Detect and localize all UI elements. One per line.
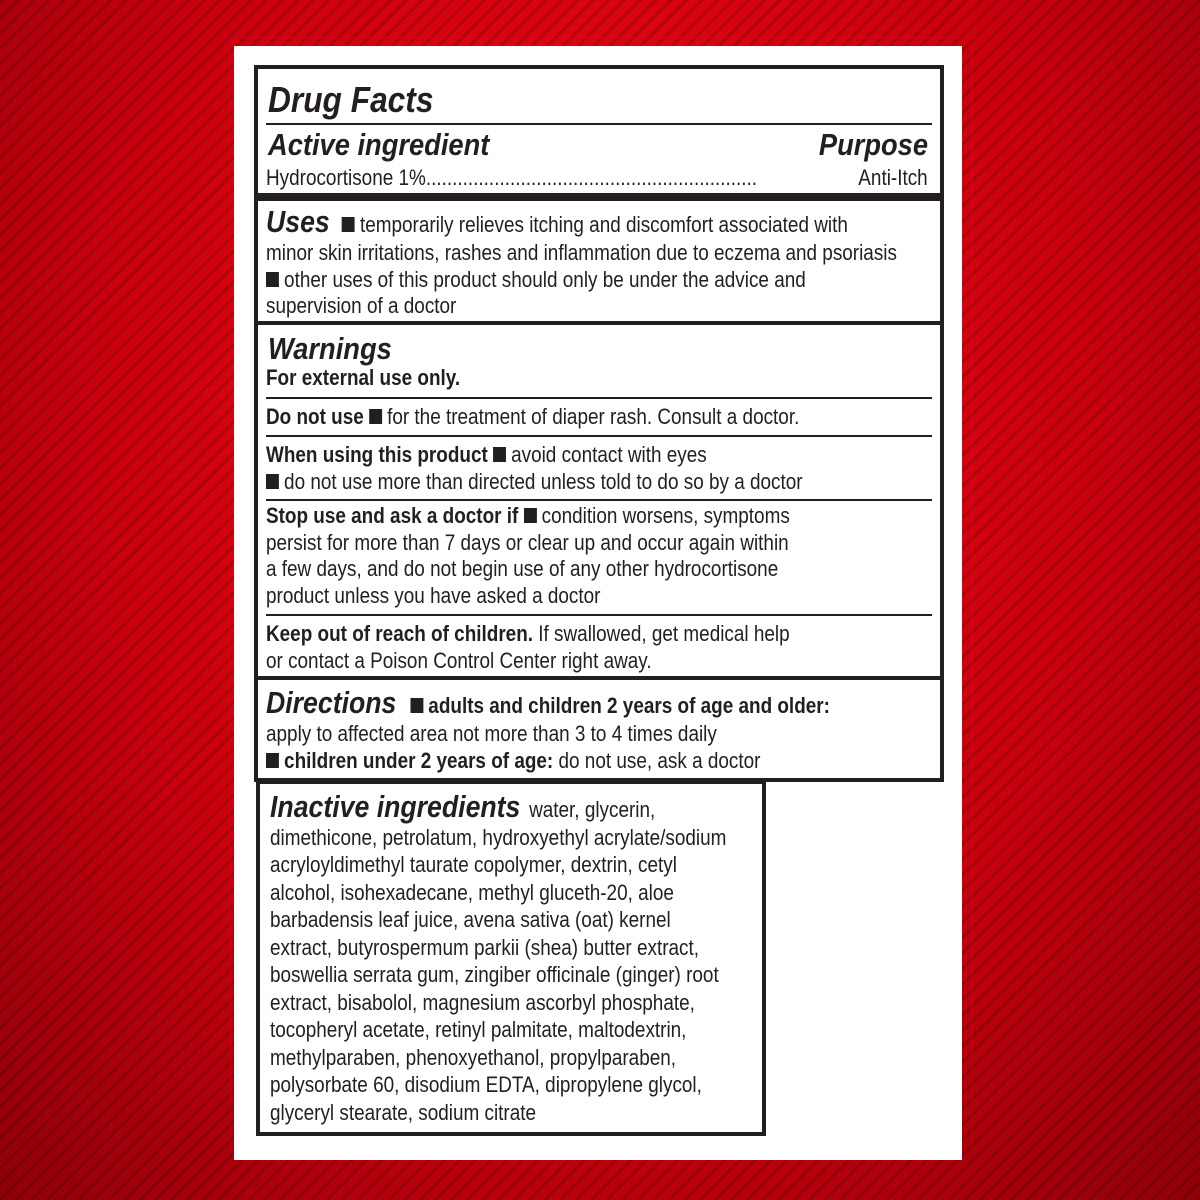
inactive-line: tocopheryl acetate, retinyl palmitate, maltodextrin, bbox=[270, 1017, 687, 1042]
directions-heading: Directions bbox=[266, 685, 397, 720]
drug-facts-header-box bbox=[254, 65, 944, 197]
inactive-line: barbadensis leaf juice, avena sativa (oat) kernel bbox=[270, 907, 671, 932]
keep-out-text-1: If swallowed, get medical help bbox=[538, 621, 790, 646]
uses-box bbox=[254, 197, 944, 325]
inactive-line: extract, butyrospermum parkii (shea) butter extract, bbox=[270, 935, 700, 960]
adults-label: adults and children 2 years of age and older: bbox=[428, 693, 830, 718]
active-ingredient-heading: Active ingredient bbox=[268, 127, 490, 162]
uses-text-3: other uses of this product should only be under the advice and bbox=[284, 267, 806, 292]
bullet-icon bbox=[266, 753, 279, 768]
uses-text-1: temporarily relieves itching and discomfort associated with bbox=[359, 212, 848, 237]
inactive-line: acryloyldimethyl taurate copolymer, dextrin, cetyl bbox=[270, 852, 677, 877]
when-using-text-2: do not use more than directed unless told to do so by a doctor bbox=[284, 469, 803, 494]
children-label: children under 2 years of age: bbox=[284, 748, 554, 773]
when-using-line-1 bbox=[266, 442, 707, 469]
inactive-ingredients-box bbox=[256, 780, 766, 1136]
drug-facts-label bbox=[234, 46, 962, 1160]
bullet-icon bbox=[493, 447, 506, 462]
stop-use-line-3: a few days, and do not begin use of any other hydrocortisone bbox=[266, 556, 779, 581]
header-divider bbox=[266, 123, 932, 125]
keep-out-line-1 bbox=[266, 621, 790, 648]
warnings-box bbox=[254, 321, 944, 680]
when-using-line-2 bbox=[266, 469, 803, 496]
ingredient-name: Hydrocortisone 1% bbox=[266, 165, 426, 190]
do-not-use-line bbox=[266, 404, 799, 431]
uses-line-4: supervision of a doctor bbox=[266, 293, 457, 318]
bullet-icon bbox=[266, 474, 279, 489]
when-using-text-1: avoid contact with eyes bbox=[511, 442, 707, 467]
keep-out-line-2: or contact a Poison Control Center right away. bbox=[266, 648, 652, 673]
stop-use-line-1 bbox=[266, 503, 790, 530]
bullet-icon bbox=[410, 698, 423, 713]
dot-leader: ............................................................... bbox=[425, 165, 758, 190]
keep-out-label: Keep out of reach of children. bbox=[266, 621, 534, 646]
uses-line-3 bbox=[266, 267, 806, 294]
inactive-text-0: water, glycerin, bbox=[529, 797, 656, 822]
do-not-use-label: Do not use bbox=[266, 404, 364, 429]
directions-line-3 bbox=[266, 748, 760, 775]
directions-line-1 bbox=[266, 685, 830, 720]
inactive-line: polysorbate 60, disodium EDTA, dipropylene glycol, bbox=[270, 1072, 702, 1097]
warnings-divider bbox=[266, 499, 932, 501]
uses-heading: Uses bbox=[266, 204, 330, 239]
stop-use-label: Stop use and ask a doctor if bbox=[266, 503, 519, 528]
bullet-icon bbox=[266, 272, 279, 287]
children-text: do not use, ask a doctor bbox=[558, 748, 761, 773]
bullet-icon bbox=[524, 508, 537, 523]
external-use-text: For external use only. bbox=[266, 365, 461, 390]
inactive-line: methylparaben, phenoxyethanol, propylparaben, bbox=[270, 1045, 677, 1070]
inactive-heading: Inactive ingredients bbox=[270, 789, 521, 824]
stop-use-line-2: persist for more than 7 days or clear up and occur again within bbox=[266, 530, 789, 555]
do-not-use-text: for the treatment of diaper rash. Consult a doctor. bbox=[387, 404, 800, 429]
bullet-icon bbox=[369, 409, 382, 424]
warnings-divider bbox=[266, 397, 932, 399]
active-ingredient-row bbox=[266, 165, 757, 192]
when-using-label: When using this product bbox=[266, 442, 488, 467]
warnings-heading: Warnings bbox=[268, 331, 392, 366]
inactive-line: glyceryl stearate, sodium citrate bbox=[270, 1100, 537, 1125]
directions-line-2: apply to affected area not more than 3 to 4 times daily bbox=[266, 721, 717, 746]
inactive-line: boswellia serrata gum, zingiber officinale (ginger) root bbox=[270, 962, 719, 987]
drug-facts-title: Drug Facts bbox=[268, 79, 434, 120]
warnings-divider bbox=[266, 435, 932, 437]
stop-use-line-4: product unless you have asked a doctor bbox=[266, 583, 601, 608]
uses-line-2: minor skin irritations, rashes and inflammation due to eczema and psoriasis bbox=[266, 240, 897, 265]
warnings-divider bbox=[266, 614, 932, 616]
inactive-line: dimethicone, petrolatum, hydroxyethyl acrylate/sodium bbox=[270, 825, 727, 850]
directions-box bbox=[254, 676, 944, 782]
uses-line-1 bbox=[266, 204, 848, 239]
purpose-value: Anti-Itch bbox=[858, 165, 928, 190]
stop-use-text-1: condition worsens, symptoms bbox=[541, 503, 790, 528]
inactive-line-0 bbox=[270, 789, 656, 824]
external-use-note bbox=[266, 365, 460, 392]
bullet-icon bbox=[342, 217, 355, 232]
purpose-heading: Purpose bbox=[818, 127, 928, 162]
inactive-line: alcohol, isohexadecane, methyl gluceth-20, aloe bbox=[270, 880, 674, 905]
inactive-line: extract, bisabolol, magnesium ascorbyl phosphate, bbox=[270, 990, 695, 1015]
